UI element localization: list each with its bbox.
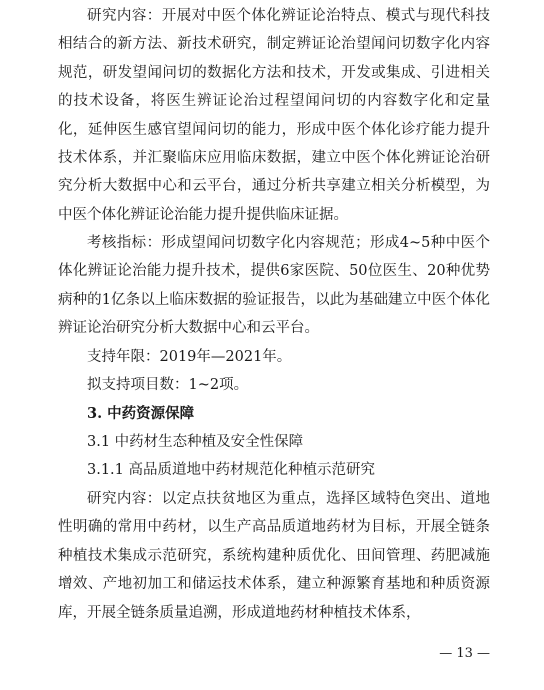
paragraph-research-content-1: 研究内容：开展对中医个体化辨证论治特点、模式与现代科技相结合的新方法、新技术研究，制定辨证论治望闻问切数字化内容规范，研发望闻问切的数据化方法和技术，开发或集成、引进相关的技术设备，将医生辨证论治过程望闻问切的内容数字化和定量化，延伸医生感官望闻问切的能力，形成中医个体化诊疗能力提升技术体系，并汇聚临床应用临床数据，建立中医个体化辨证论治研究分析大数据中心和云平台，通过分析共享建立相关分析模型，为中医个体化辨证论治能力提升提供临床证据。 <box>58 8 490 223</box>
heading-section-3-1-1: 3.1.1 高品质道地中药材规范化种植示范研究 <box>87 462 376 478</box>
paragraph-research-content-2: 研究内容：以定点扶贫地区为重点，选择区域特色突出、道地性明确的常用中药材，以生产高品质道地药材为目标，开展全链条种植技术集成示范研究，系统构建种质优化、田间管理、药肥减施增效、产地初加工和储运技术体系，建立种源繁育基地和种质资源库，开展全链条质量追溯，形成道地药材种植技术体系， <box>58 491 490 621</box>
heading-section-3: 3. 中药资源保障 <box>87 405 195 422</box>
paragraph-support-years: 支持年限：2019年—2021年。 <box>87 349 292 365</box>
page-number: — 13 — <box>439 646 490 661</box>
heading-section-3-1: 3.1 中药材生态种植及安全性保障 <box>87 434 304 450</box>
paragraph-assessment-indicators: 考核指标：形成望闻问切数字化内容规范；形成4~5种中医个体化辨证论治能力提升技术，提供6家医院、50位医生、20种优势病种的1亿条以上临床数据的验证报告，以此为基础建立中医个体化辨证论治研究分析大数据中心和云平台。 <box>58 235 490 337</box>
paragraph-project-count: 拟支持项目数：1~2项。 <box>87 377 249 393</box>
